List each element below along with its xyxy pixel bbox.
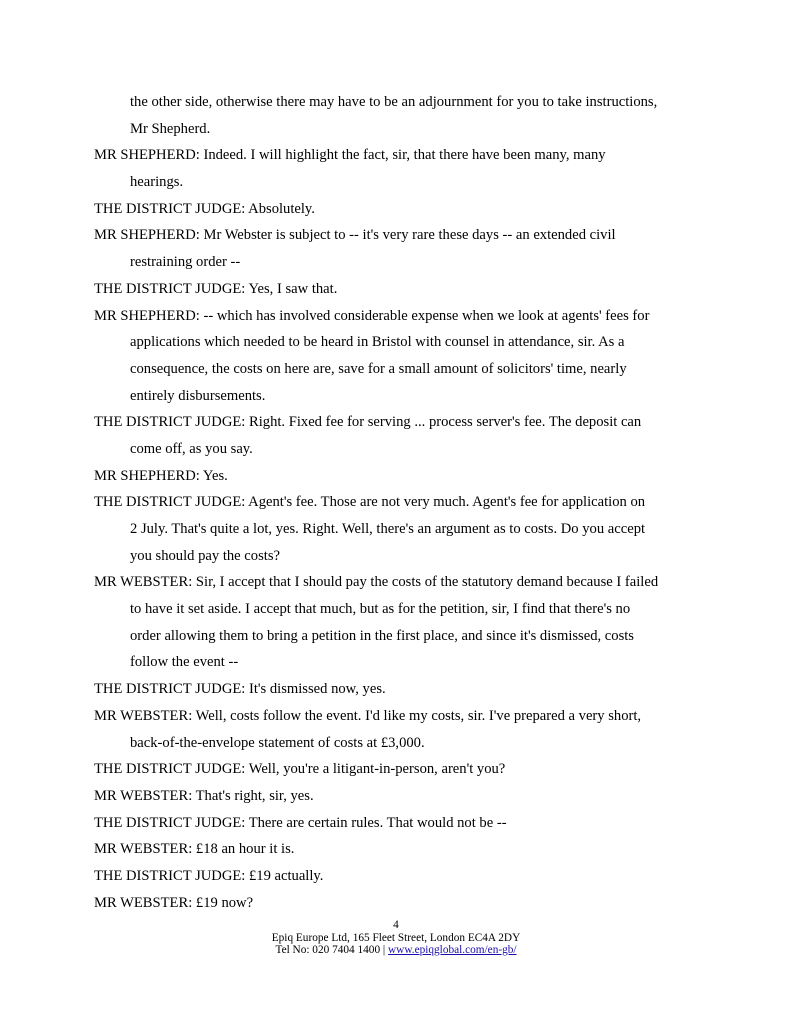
transcript-continuation-line: back-of-the-envelope statement of costs at £3,000. [130, 734, 425, 751]
website-link[interactable]: www.epiqglobal.com/en-gb/ [388, 944, 517, 956]
transcript-speaker-line: THE DISTRICT JUDGE: Well, you're a litigant-in-person, aren't you? [94, 761, 506, 778]
company-address: Epiq Europe Ltd, 165 Fleet Street, London EC4A 2DY [271, 931, 521, 944]
transcript-speaker-line: MR SHEPHERD: Indeed. I will highlight the fact, sir, that there have been many, many [94, 147, 606, 164]
transcript-speaker-line: MR WEBSTER: Well, costs follow the event. I'd like my costs, sir. I've prepared a very short, [94, 707, 642, 724]
transcript-speaker-line: MR WEBSTER: £18 an hour it is. [94, 841, 295, 858]
transcript-continuation-line: consequence, the costs on here are, save for a small amount of solicitors' time, nearly [130, 360, 627, 377]
transcript-continuation-line: 2 July. That's quite a lot, yes. Right. Well, there's an argument as to costs. Do you accept [130, 521, 646, 537]
transcript-continuation-line: come off, as you say. [130, 440, 253, 457]
contact-line [0, 944, 792, 957]
transcript-continuation-line: applications which needed to be heard in Bristol with counsel in attendance, sir. As a [130, 334, 625, 351]
transcript-continuation-line: entirely disbursements. [130, 387, 266, 404]
transcript-speaker-line: THE DISTRICT JUDGE: £19 actually. [94, 867, 324, 884]
transcript-speaker-line: THE DISTRICT JUDGE: It's dismissed now, yes. [94, 681, 386, 698]
page-footer [0, 919, 792, 957]
transcript-speaker-line: THE DISTRICT JUDGE: There are certain rules. That would not be -- [94, 814, 507, 831]
transcript-speaker-line: MR WEBSTER: That's right, sir, yes. [94, 787, 314, 804]
transcript-speaker-line: THE DISTRICT JUDGE: Agent's fee. Those are not very much. Agent's fee for application on [94, 494, 646, 511]
transcript-continuation-line: Mr Shepherd. [130, 120, 211, 137]
transcript-continuation-line: order allowing them to bring a petition in the first place, and since it's dismissed, costs [130, 627, 634, 644]
transcript-body [94, 89, 704, 916]
transcript-speaker-line: MR WEBSTER: £19 now? [94, 894, 254, 911]
transcript-speaker-line: THE DISTRICT JUDGE: Absolutely. [94, 200, 315, 217]
transcript-speaker-line: MR WEBSTER: Sir, I accept that I should pay the costs of the statutory demand because I failed [94, 574, 659, 591]
transcript-continuation-line: restraining order -- [130, 254, 241, 271]
transcript-speaker-line: THE DISTRICT JUDGE: Yes, I saw that. [94, 280, 338, 297]
transcript-continuation-line: follow the event -- [130, 654, 239, 671]
page-number: 4 [393, 919, 399, 931]
telephone-text: Tel No: 020 7404 1400 | [275, 944, 389, 956]
transcript-continuation-line: hearings. [130, 174, 184, 191]
transcript-speaker-line: MR SHEPHERD: Yes. [94, 467, 228, 484]
transcript-speaker-line: THE DISTRICT JUDGE: Right. Fixed fee for serving ... process server's fee. The deposit can [94, 414, 642, 431]
transcript-continuation-line: you should pay the costs? [130, 547, 280, 564]
transcript-continuation-line: to have it set aside. I accept that much, but as for the petition, sir, I find that there's no [130, 601, 631, 618]
transcript-speaker-line: MR SHEPHERD: Mr Webster is subject to -- it's very rare these days -- an extended civil [94, 227, 616, 244]
transcript-continuation-line: the other side, otherwise there may have to be an adjournment for you to take instructions, [130, 94, 658, 110]
transcript-speaker-line: MR SHEPHERD: -- which has involved considerable expense when we look at agents' fees for [94, 307, 650, 324]
